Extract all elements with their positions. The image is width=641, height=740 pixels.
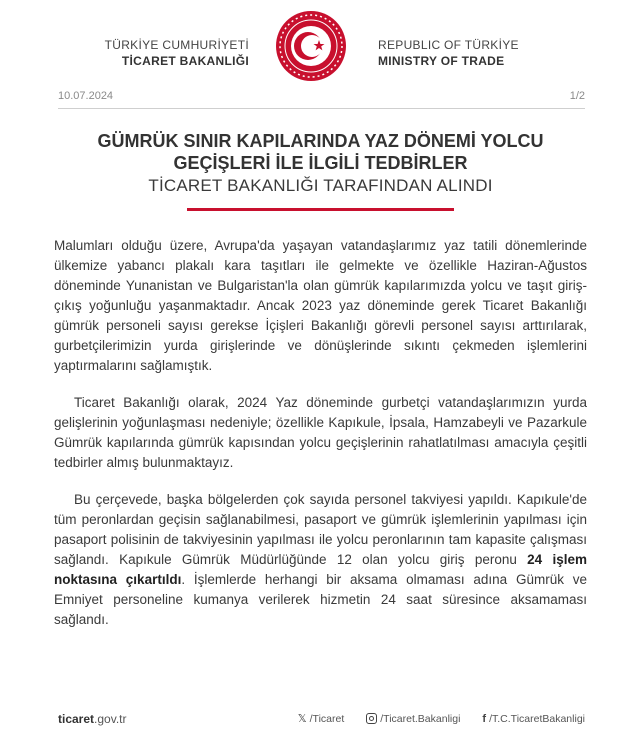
title-block	[40, 130, 601, 196]
paragraph-3-part-b: . İşlemlerde herhangi bir aksama olmaması adına Gümrük ve Emniyet personeline kumanya verilerek hizmetin 24 saat süresince aksamaması sağlandı.	[54, 572, 587, 627]
x-handle: /Ticaret	[309, 712, 345, 725]
instagram-handle: /Ticaret.Bakanligi	[380, 712, 461, 725]
facebook-link[interactable]	[482, 712, 585, 725]
x-icon: 𝕏	[297, 713, 307, 725]
website-link[interactable]	[58, 712, 127, 726]
ministry-seal-logo	[275, 10, 347, 82]
facebook-handle: /T.C.TicaretBakanligi	[489, 712, 585, 725]
paragraph-3-emphasis: 24 işlem noktasına çıkartıldı	[54, 552, 587, 587]
instagram-icon	[366, 713, 377, 724]
facebook-icon: f	[482, 712, 487, 725]
website-domain-rest: .gov.tr	[94, 712, 127, 726]
instagram-link[interactable]	[366, 712, 460, 725]
header-left	[105, 37, 249, 69]
x-link[interactable]	[298, 712, 345, 725]
header-right-line1: REPUBLIC OF TÜRKİYE	[378, 38, 519, 52]
header-left-line2: TİCARET BAKANLIĞI	[121, 54, 249, 68]
title-line1: GÜMRÜK SINIR KAPILARINDA YAZ DÖNEMİ YOLCU	[97, 131, 544, 151]
social-links	[298, 712, 585, 725]
page-number: 1/2	[569, 90, 585, 102]
header-divider	[58, 108, 585, 109]
body-text	[54, 236, 587, 647]
website-domain-bold: ticaret	[58, 712, 95, 726]
paragraph-1: Malumları olduğu üzere, Avrupa'da yaşayan vatandaşlarımız yaz tatili dönemlerinde ülkemize yabancı plakalı kara taşıtları ile gelmekte ve özellikle Haziran-Ağustos döneminde Yunanistan ve Bulgaristan'la olan gümrük kapılarımızda yolcu ve taşıt giriş-çıkış yoğunluğu yaşanmaktadır. Ancak 2023 yaz döneminde gerek Ticaret Bakanlığı gümrük personeli sayısı gerekse İçişleri Bakanlığı görevli personel sayısı arttırılarak, gurbetçilerimizin yurda girişlerinde ve dönüşlerinde sıkıntı çekmeden işlemlerini yaptırmalarını sağlamıştık.	[54, 238, 587, 373]
title-accent-rule	[187, 208, 454, 211]
header-right	[378, 37, 519, 69]
paragraph-2: Ticaret Bakanlığı olarak, 2024 Yaz döneminde gurbetçi vatandaşlarımızın yurda gelişlerinin yoğunlaşması nedeniyle; özellikle Kapıkule, İpsala, Hamzabeyli ve Pazarkule Gümrük kapılarında gümrük kapısından yolcu geçişlerinin rahatlatılması amacıyla çeşitli tedbirler almış bulunmaktayız.	[54, 395, 587, 470]
subtitle: TİCARET BAKANLIĞI TARAFINDAN ALINDI	[148, 176, 493, 195]
header-left-line1: TÜRKİYE CUMHURİYETİ	[104, 38, 249, 52]
header-right-line2: MINISTRY OF TRADE	[378, 54, 505, 68]
document-date: 10.07.2024	[58, 90, 114, 102]
paragraph-3-part-a: Bu çerçevede, başka bölgelerden çok sayıda personel takviyesi yapıldı. Kapıkule'de tüm peronlardan geçisin sağlanabilmesi, pasaport ve gümrük işlemlerinin yapılması için pasaport polisinin de takviyesinin yapılması ile yolcu peronlarının tam kapasite çalışması sağlandı. Kapıkule Gümrük Müdürlüğünde 12 olan yolcu giriş peronu	[54, 492, 587, 567]
title-line2: GEÇİŞLERİ İLE İLGİLİ TEDBİRLER	[173, 153, 468, 173]
paragraph-3	[54, 490, 587, 630]
